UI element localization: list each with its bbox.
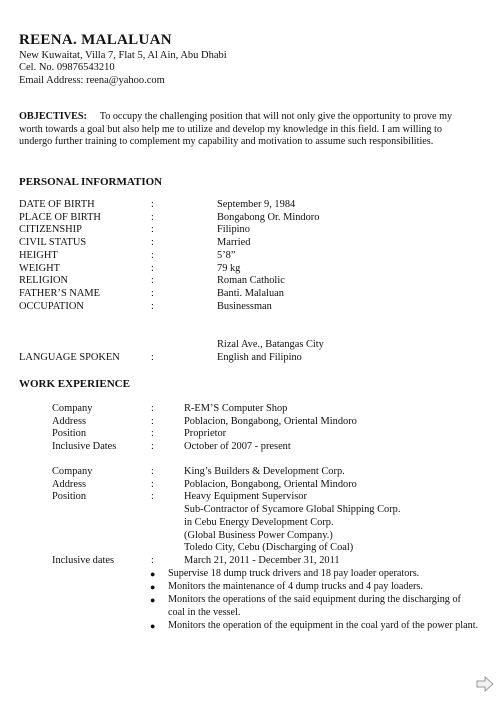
objectives-label: OBJECTIVES (19, 111, 84, 122)
duty-list-item (150, 581, 480, 594)
job1-value: October of 2007 - present (184, 441, 291, 453)
job2-label: Inclusive dates (52, 554, 115, 566)
personal-rows-label: RELIGION (19, 275, 69, 287)
personal-rows-colon: : (151, 262, 154, 274)
personal-rows-value: Married (217, 237, 251, 249)
job2-colon: : (151, 478, 154, 490)
personal-rows-value: 79 kg (217, 262, 241, 274)
personal-rows-label: DATE OF BIRTH (19, 199, 95, 210)
job1-colon: : (151, 428, 154, 440)
work-experience-heading: WORK EXPERIENCE (19, 378, 130, 390)
objectives-section (19, 111, 475, 149)
job2-colon: : (151, 491, 154, 503)
personal-rows-colon: : (151, 287, 154, 299)
duty-text: Monitors the operation of the equipment in the coal yard of the power plant. (168, 620, 479, 632)
job2-value: Toledo City, Cebu (Discharging of Coal) (184, 542, 354, 554)
bullet-icon: ● (150, 582, 156, 593)
personal-rows-label: WEIGHT (19, 262, 60, 274)
personal-rows-colon: : (151, 211, 154, 223)
personal-rows-colon: : (151, 199, 154, 210)
job1-label: Inclusive Dates (52, 441, 117, 453)
personal-rows-value: Banti. Malaluan (217, 287, 284, 299)
personal-rows-value: Filipino (217, 224, 250, 236)
objectives-text: To occupy the challenging position that will not only give the opportunity to prove my worth towards a goal but also help me to utilize and develop my knowledge in this field. I am willing to undergo further training to complement my capability and motivation to assume such responsibilities. (19, 111, 453, 148)
duty-list-item (150, 568, 480, 581)
bullet-icon: ● (150, 621, 156, 632)
applicant-name: REENA. MALALUAN (19, 32, 172, 48)
job1-colon: : (151, 403, 154, 414)
personal-rows-label: OCCUPATION (19, 300, 84, 312)
job1-label: Position (52, 428, 87, 440)
job2-value: (Global Business Power Company.) (184, 529, 333, 541)
job2-value: King’s Builders & Development Corp. (184, 466, 345, 477)
job2-colon: : (151, 466, 154, 477)
duty-text: Monitors the operations of the said equipment during the discharging of coal in the vessel. (168, 594, 461, 618)
personal-rows-colon: : (151, 224, 154, 236)
job2-colon: : (151, 554, 154, 566)
personal-info-heading: PERSONAL INFORMATION (19, 176, 163, 188)
personal-rows-label: CIVIL STATUS (19, 237, 87, 249)
personal-rows-value: Businessman (217, 300, 272, 312)
duties-list (150, 568, 480, 633)
personal-rows-colon: : (151, 275, 154, 287)
personal-rows-colon: : (151, 300, 154, 312)
duty-text: Supervise 18 dump truck drivers and 18 pay loader operators. (168, 568, 420, 579)
language-value: English and Filipino (217, 352, 302, 363)
job2-label: Company (52, 466, 93, 477)
job1-value: R-EM’S Computer Shop (184, 403, 288, 414)
contact-address: New Kuwaitat, Villa 7, Flat 5, Al Ain, Abu Dhabi (19, 50, 227, 61)
personal-rows-label: CITIZENSHIP (19, 224, 82, 236)
job2-value: Heavy Equipment Supervisor (184, 491, 307, 503)
job2-label: Position (52, 491, 87, 503)
personal-rows-label: HEIGHT (19, 249, 58, 261)
personal-rows-value: Roman Catholic (217, 275, 285, 287)
language-label: LANGUAGE SPOKEN (19, 352, 120, 363)
language-colon: : (151, 352, 154, 363)
personal-rows-colon: : (151, 249, 154, 261)
bullet-icon: ● (150, 595, 156, 606)
job1-value: Poblacion, Bongabong, Oriental Mindoro (184, 415, 357, 427)
contact-cel: Cel. No. 09876543210 (19, 62, 115, 73)
job2-label: Address (52, 478, 87, 490)
job1-label: Address (52, 415, 87, 427)
duty-list-item (150, 594, 480, 619)
personal-rows-colon: : (151, 237, 154, 249)
job2-value: Poblacion, Bongabong, Oriental Mindoro (184, 478, 357, 490)
job2-value: in Cebu Energy Development Corp. (184, 516, 334, 528)
duty-list-item (150, 620, 480, 633)
personal-rows-label: FATHER’S NAME (19, 287, 100, 299)
personal-rows-value: Bongabong Or. Mindoro (217, 211, 320, 223)
job2-value: March 21, 2011 - December 31, 2011 (184, 554, 340, 566)
job2-value: Sub-Contractor of Sycamore Global Shipping Corp. (184, 504, 401, 516)
objectives-colon: : (83, 111, 87, 122)
job1-label: Company (52, 403, 93, 414)
personal-rows-value: 5’8” (217, 249, 236, 261)
bullet-icon: ● (150, 569, 156, 579)
personal-rows-label: PLACE OF BIRTH (19, 211, 101, 223)
personal-rows-value: September 9, 1984 (217, 199, 296, 210)
next-arrow-icon[interactable] (475, 676, 495, 692)
duty-text: Monitors the maintenance of 4 dump trucks and 4 pay loaders. (168, 581, 423, 593)
job1-value: Proprietor (184, 428, 227, 440)
job1-colon: : (151, 441, 154, 453)
job1-colon: : (151, 415, 154, 427)
contact-email: Email Address: reena@yahoo.com (19, 75, 165, 86)
personal-extra-value: Rizal Ave., Batangas City (217, 339, 324, 350)
